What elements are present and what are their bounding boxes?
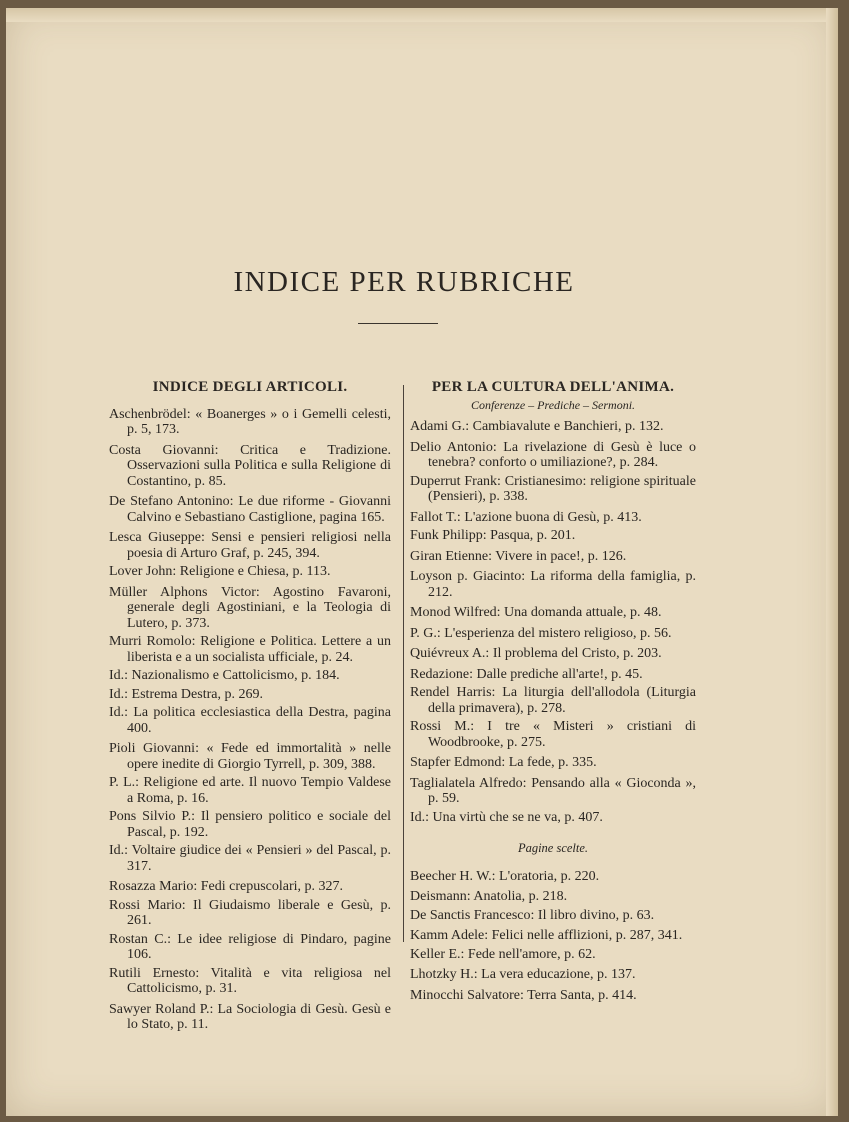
index-entry: Monod Wilfred: Una domanda attuale, p. 48. <box>410 605 662 620</box>
section-heading-cultura: PER LA CULTURA DELL'ANIMA. <box>431 379 675 395</box>
index-entry: Stapfer Edmond: La fede, p. 335. <box>410 755 597 770</box>
page-right-edge <box>826 8 838 1116</box>
index-entry: Quiévreux A.: Il problema del Cristo, p. 203. <box>410 646 662 661</box>
index-entry: Id.: Estrema Destra, p. 269. <box>109 686 263 702</box>
index-entry: Kamm Adele: Felici nelle afflizioni, p. 287, 341. <box>410 928 683 943</box>
index-entry: Rutili Ernesto: Vitalità e vita religiosa nel Cattolicismo, p. 31. <box>109 965 391 996</box>
index-entry: Lesca Giuseppe: Sensi e pensieri religiosi nella poesia di Arturo Graf, p. 245, 394. <box>109 530 391 561</box>
index-entry: Beecher H. W.: L'oratoria, p. 220. <box>410 868 600 884</box>
index-entry: Pons Silvio P.: Il pensiero politico e sociale del Pascal, p. 192. <box>109 809 391 840</box>
section-subheading-pagine: Pagine scelte. <box>517 841 589 855</box>
index-entry: Keller E.: Fede nell'amore, p. 62. <box>410 946 596 962</box>
index-entry: P. G.: L'esperienza del mistero religioso, p. 56. <box>410 625 672 641</box>
index-entry: Rosazza Mario: Fedi crepuscolari, p. 327. <box>109 879 344 894</box>
index-entry: Delio Antonio: La rivelazione di Gesù è luce o tenebra? conforto o umiliazione?, p. 284. <box>410 439 696 470</box>
index-entry: Taglialatela Alfredo: Pensando alla « Gioconda », p. 59. <box>410 775 696 806</box>
index-entry: Id.: Voltaire giudice dei « Pensieri » del Pascal, p. 317. <box>109 843 391 874</box>
index-entry: Lover John: Religione e Chiesa, p. 113. <box>109 564 331 579</box>
index-entry: Müller Alphons Victor: Agostino Favaroni, generale degli Agostiniani, e la Teologia di Lutero, p. 373. <box>109 584 391 631</box>
index-entry: Murri Romolo: Religione e Politica. Lettere a un liberista e a un socialista ufficiale, p. 24. <box>109 634 391 665</box>
column-divider <box>403 385 404 942</box>
index-entry: De Sanctis Francesco: Il libro divino, p. 63. <box>410 907 655 923</box>
page-title: INDICE PER RUBRICHE <box>233 266 575 298</box>
section-subheading-conferenze: Conferenze – Prediche – Sermoni. <box>470 397 636 412</box>
index-entry: Minocchi Salvatore: Terra Santa, p. 414. <box>410 987 637 1003</box>
index-entry: Rostan C.: Le idee religiose di Pindaro, pagine 106. <box>109 931 391 962</box>
index-entry: Pioli Giovanni: « Fede ed immortalità » nelle opere inedite di Giorgio Tyrrell, p. 309, 388. <box>109 741 391 772</box>
index-entry: P. L.: Religione ed arte. Il nuovo Tempio Valdese a Roma, p. 16. <box>109 775 391 806</box>
index-entry: Loyson p. Giacinto: La riforma della famiglia, p. 212. <box>410 569 696 600</box>
index-entry: Funk Philipp: Pasqua, p. 201. <box>410 528 576 543</box>
index-entry: Giran Etienne: Vivere in pace!, p. 126. <box>410 548 627 564</box>
index-entry: Fallot T.: L'azione buona di Gesù, p. 413. <box>410 509 642 525</box>
index-entry: Redazione: Dalle prediche all'arte!, p. 45. <box>410 666 643 682</box>
index-entry: Rendel Harris: La liturgia dell'allodola (Liturgia della primavera), p. 278. <box>410 685 696 716</box>
index-entry: Deismann: Anatolia, p. 218. <box>410 889 568 904</box>
index-entry: Costa Giovanni: Critica e Tradizione. Osservazioni sulla Politica e sulla Religione di Costantino, p. 85. <box>109 442 391 489</box>
column-indice-articoli <box>109 380 391 1036</box>
book-page <box>6 8 838 1116</box>
section-heading-articoli: INDICE DEGLI ARTICOLI. <box>152 379 348 395</box>
index-entry: Rossi Mario: Il Giudaismo liberale e Gesù, p. 261. <box>109 897 391 928</box>
index-entry: Duperrut Frank: Cristianesimo: religione spirituale (Pensieri), p. 338. <box>410 473 696 504</box>
index-entry: Sawyer Roland P.: La Sociologia di Gesù. Gesù e lo Stato, p. 11. <box>109 1001 391 1032</box>
page-top-edge <box>6 8 838 22</box>
index-entry: Lhotzky H.: La vera educazione, p. 137. <box>410 967 636 982</box>
index-entry: Id.: Nazionalismo e Cattolicismo, p. 184. <box>109 668 340 683</box>
index-entry: Id.: Una virtù che se ne va, p. 407. <box>410 809 603 825</box>
index-entry: De Stefano Antonino: Le due riforme - Giovanni Calvino e Sebastiano Castiglione, pagina 165. <box>109 494 391 525</box>
index-entry: Id.: La politica ecclesiastica della Destra, pagina 400. <box>109 705 391 736</box>
column-cultura-anima <box>410 380 696 1006</box>
title-underline <box>358 323 438 324</box>
index-entry: Adami G.: Cambiavalute e Banchieri, p. 132. <box>410 419 664 434</box>
index-entry: Aschenbrödel: « Boanerges » o i Gemelli celesti, p. 5, 173. <box>109 406 391 437</box>
index-entry: Rossi M.: I tre « Misteri » cristiani di Woodbrooke, p. 275. <box>410 719 696 750</box>
